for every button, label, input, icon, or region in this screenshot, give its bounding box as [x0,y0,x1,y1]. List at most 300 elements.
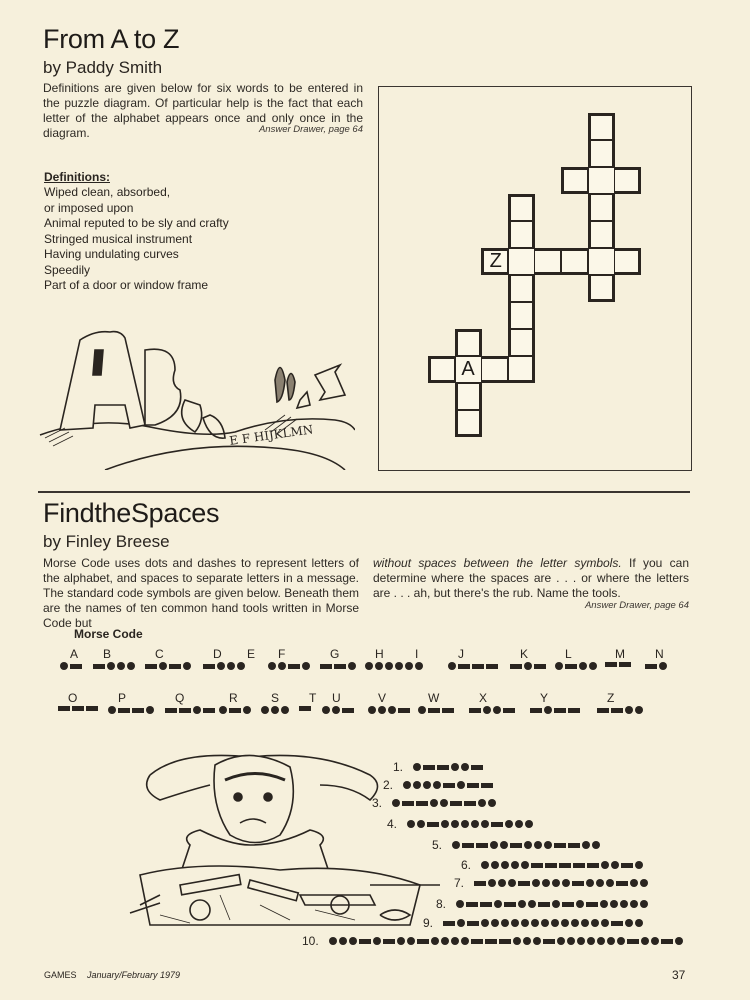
definition-item: Part of a door or window frame [44,278,209,292]
dash-symbol [450,801,462,806]
dot-symbol [597,937,605,945]
dot-symbol [127,662,135,670]
crossword-cell[interactable] [534,248,561,275]
crossword-cell[interactable] [508,356,535,383]
dot-symbol [635,919,643,927]
dot-symbol [117,662,125,670]
dot-symbol [610,900,618,908]
intro-italic: without spaces between the letter symbols. [373,556,622,570]
morse-code-p [108,706,154,714]
dot-symbol [567,937,575,945]
dot-symbol [511,919,519,927]
dash-symbol [611,708,623,713]
dot-symbol [193,706,201,714]
dot-symbol [60,662,68,670]
morse-letter-q: Q [175,691,185,705]
crossword-cell[interactable] [588,113,615,140]
dot-symbol [533,937,541,945]
morse-letter-j: J [458,647,464,661]
dash-symbol [645,664,657,669]
dot-symbol [451,937,459,945]
dash-symbol [462,843,474,848]
crossword-cell[interactable] [588,140,615,167]
dash-symbol [597,708,609,713]
crossword-cell[interactable] [614,167,641,194]
dot-symbol [581,919,589,927]
dot-symbol [457,919,465,927]
morse-letter-h: H [375,647,384,661]
dot-symbol [641,937,649,945]
dot-symbol [544,841,552,849]
dot-symbol [501,861,509,869]
dot-symbol [587,937,595,945]
morse-code-x [469,706,515,714]
morse-code-m [605,662,631,667]
crossword-cell[interactable] [588,167,615,194]
dash-symbol [485,939,497,944]
crossword-cell[interactable] [614,248,641,275]
definition-item: Having undulating curves [44,247,179,261]
dot-symbol [607,937,615,945]
morse-letter-s: S [271,691,280,705]
definitions-list [44,185,229,294]
dash-symbol [428,708,440,713]
dot-symbol [544,706,552,714]
tool-morse-code [481,861,643,869]
dot-symbol [525,820,533,828]
dot-symbol [501,919,509,927]
crossword-cell[interactable] [455,329,482,356]
dot-symbol [531,919,539,927]
crossword-cell[interactable] [481,356,508,383]
morse-code-n [645,662,667,670]
dot-symbol [481,820,489,828]
morse-heading: Morse Code [74,627,143,641]
tool-morse-code [456,900,648,908]
dot-symbol [577,937,585,945]
dot-symbol [582,841,590,849]
dash-symbol [559,863,571,868]
dot-symbol [601,919,609,927]
dash-symbol [543,939,555,944]
dot-symbol [388,706,396,714]
dash-symbol [458,664,470,669]
dash-symbol [464,801,476,806]
dot-symbol [481,861,489,869]
dot-symbol [576,900,584,908]
dot-symbol [562,879,570,887]
dot-symbol [521,861,529,869]
dash-symbol [627,939,639,944]
puzzle2-title: FindtheSpaces [43,498,220,528]
dot-symbol [261,706,269,714]
morse-letter-v: V [378,691,387,705]
dash-symbol [503,708,515,713]
puzzle2-intro-col2 [373,556,689,601]
dot-symbol [611,861,619,869]
dot-symbol [491,919,499,927]
puzzle1-credit: Answer Drawer, page 64 [258,124,363,135]
dash-symbol [466,902,478,907]
morse-letter-f: F [278,647,286,661]
dash-symbol [229,708,241,713]
tool-number: 8. [436,897,447,911]
dot-symbol [675,937,683,945]
dot-symbol [271,706,279,714]
dot-symbol [219,706,227,714]
morse-letter-g: G [330,647,340,661]
dot-symbol [491,861,499,869]
dot-symbol [493,706,501,714]
dot-symbol [302,662,310,670]
dot-symbol [555,662,563,670]
crossword-cell[interactable] [508,275,535,302]
dot-symbol [183,662,191,670]
dot-symbol [483,706,491,714]
dot-symbol [368,706,376,714]
tool-number: 9. [423,916,434,930]
morse-code-b [93,662,135,670]
dot-symbol [571,919,579,927]
dot-symbol [523,937,531,945]
dot-symbol [521,919,529,927]
puzzle1-title: From A to Z [43,24,180,54]
tool-puzzle-item [423,916,643,930]
morse-code-j [448,662,498,670]
dot-symbol [451,763,459,771]
puzzle2-intro-col1: Morse Code uses dots and dashes to represent letters of the alphabet, and spaces to separate letters in a message. The standard code symbols are given below. Beneath them are the names of ten common hand tools written in Morse Code but [43,556,359,630]
dot-symbol [511,861,519,869]
dot-symbol [596,879,604,887]
tool-morse-code [452,841,600,849]
dash-symbol [510,843,522,848]
dot-symbol [278,662,286,670]
dot-symbol [606,879,614,887]
dash-symbol [491,822,503,827]
dot-symbol [418,706,426,714]
dot-symbol [601,861,609,869]
morse-letter-n: N [655,647,664,661]
dot-symbol [494,900,502,908]
tool-number: 4. [387,817,398,831]
dot-symbol [415,662,423,670]
morse-letter-e: E [247,647,256,661]
dash-symbol [472,664,484,669]
tool-puzzle-item [436,897,648,911]
morse-letter-p: P [118,691,127,705]
dot-symbol [457,781,465,789]
morse-alphabet-row-2 [0,691,750,721]
dot-symbol [281,706,289,714]
dash-symbol [531,863,543,868]
dot-symbol [542,879,550,887]
dash-symbol [288,664,300,669]
dot-symbol [500,841,508,849]
crossword-cell[interactable] [508,248,535,275]
dot-symbol [515,820,523,828]
dot-symbol [513,937,521,945]
dash-symbol [587,863,599,868]
crossword-cell[interactable] [455,410,482,437]
puzzle1-byline: by Paddy Smith [43,58,163,77]
dot-symbol [592,841,600,849]
dash-symbol [398,708,410,713]
dot-symbol [557,937,565,945]
dot-symbol [243,706,251,714]
dot-symbol [528,900,536,908]
morse-code-t [299,706,311,711]
dash-symbol [58,706,70,711]
morse-code-g [320,662,356,670]
dash-symbol [616,881,628,886]
dot-symbol [488,879,496,887]
dash-symbol [586,902,598,907]
dot-symbol [534,841,542,849]
dot-symbol [586,879,594,887]
dot-symbol [108,706,116,714]
dot-symbol [448,662,456,670]
crossword-cell[interactable] [588,248,615,275]
morse-code-l [555,662,597,670]
morse-code-v [368,706,410,714]
dash-symbol [568,843,580,848]
morse-code-c [145,662,191,670]
dash-symbol [554,708,566,713]
morse-letter-k: K [520,647,529,661]
dot-symbol [551,919,559,927]
dot-symbol [146,706,154,714]
morse-letter-x: X [479,691,488,705]
dot-symbol [541,919,549,927]
crossword-grid [428,113,668,443]
puzzle2-byline: by Finley Breese [43,532,170,551]
puzzle2-credit: Answer Drawer, page 64 [584,600,689,611]
dot-symbol [640,879,648,887]
morse-code-h [365,662,403,670]
crossword-cell[interactable] [588,194,615,221]
morse-letter-d: D [213,647,222,661]
dot-symbol [640,900,648,908]
morse-code-k [510,662,546,670]
dash-symbol [169,664,181,669]
dot-symbol [651,937,659,945]
dot-symbol [159,662,167,670]
dash-symbol [471,765,483,770]
dot-symbol [107,662,115,670]
dot-symbol [375,662,383,670]
dot-symbol [452,841,460,849]
dash-symbol [572,881,584,886]
dash-symbol [499,939,511,944]
dot-symbol [268,662,276,670]
tool-puzzle-item [461,858,643,872]
dot-symbol [217,662,225,670]
dot-symbol [518,900,526,908]
crossword-cell[interactable] [508,221,535,248]
definitions-heading: Definitions: [44,170,110,184]
tool-morse-code [474,879,648,887]
crossword-cell[interactable] [588,221,615,248]
dot-symbol [365,662,373,670]
crossword-cell-z[interactable]: Z [481,248,508,275]
svg-text:E F HIJKLMN: E F HIJKLMN [228,422,315,448]
dash-symbol [504,902,516,907]
dot-symbol [348,662,356,670]
tool-number: 1. [393,760,404,774]
dot-symbol [591,919,599,927]
dash-symbol [474,881,486,886]
dot-symbol [471,820,479,828]
crossword-cell[interactable] [561,248,588,275]
dot-symbol [237,662,245,670]
dot-symbol [451,820,459,828]
morse-letter-i: I [415,647,419,661]
dot-symbol [635,706,643,714]
crossword-cell[interactable] [588,275,615,302]
crossword-cell[interactable] [561,167,588,194]
dash-symbol [145,664,157,669]
dot-symbol [461,820,469,828]
dot-symbol [488,799,496,807]
dash-symbol [565,664,577,669]
tool-number: 2. [383,778,394,792]
dot-symbol [456,900,464,908]
dot-symbol [630,879,638,887]
dash-symbol [471,939,483,944]
morse-code-y [530,706,580,714]
dot-symbol [620,900,628,908]
crossword-cell[interactable] [455,383,482,410]
dot-symbol [579,662,587,670]
definition-item: Speedily [44,262,91,277]
frustrated-man-illustration [120,745,450,940]
morse-letter-m: M [615,647,625,661]
dot-symbol [625,706,633,714]
dash-symbol [568,708,580,713]
dash-symbol [467,921,479,926]
morse-code-s [261,706,289,714]
dash-symbol [86,706,98,711]
morse-code-i [405,662,423,670]
morse-code-o [58,706,98,711]
morse-code-d [203,662,235,670]
dot-symbol [617,937,625,945]
dot-symbol [524,662,532,670]
page-number: 37 [672,968,686,982]
morse-code-e [237,662,245,670]
alphabet-hills-illustration [35,320,355,470]
tool-number: 6. [461,858,472,872]
dash-symbol [165,708,177,713]
dot-symbol [630,900,638,908]
tool-number: 3. [372,796,383,810]
dot-symbol [461,763,469,771]
dash-symbol [619,662,631,667]
crossword-cell[interactable] [508,302,535,329]
dot-symbol [552,900,560,908]
crossword-cell-a[interactable]: A [455,356,482,383]
morse-code-u [322,706,354,714]
tool-morse-code [443,919,643,927]
footer-magazine: GAMES [44,970,77,980]
morse-code-f [268,662,310,670]
dot-symbol [378,706,386,714]
morse-code-w [418,706,454,714]
dash-symbol [442,708,454,713]
dot-symbol [524,841,532,849]
dot-symbol [481,919,489,927]
morse-letter-l: L [565,647,572,661]
dash-symbol [481,783,493,788]
definition-item: Wiped clean, absorbed, or imposed upon [44,185,171,215]
tool-puzzle-item [454,876,648,890]
morse-letter-b: B [103,647,112,661]
dot-symbol [659,662,667,670]
morse-letter-z: Z [607,691,615,705]
dash-symbol [320,664,332,669]
dot-symbol [561,919,569,927]
dot-symbol [490,841,498,849]
dot-symbol [625,919,633,927]
dot-symbol [532,879,540,887]
morse-letter-a: A [70,647,79,661]
dot-symbol [600,900,608,908]
dash-symbol [299,706,311,711]
dash-symbol [573,863,585,868]
dot-symbol [461,937,469,945]
morse-alphabet-row-1 [0,647,750,677]
dash-symbol [203,664,215,669]
tool-puzzle-item [432,838,600,852]
dash-symbol [562,902,574,907]
dot-symbol [332,706,340,714]
tool-number: 10. [302,934,319,948]
definition-item: Stringed musical instrument [44,231,193,246]
morse-letter-o: O [68,691,78,705]
crossword-cell[interactable] [508,194,535,221]
dash-symbol [661,939,673,944]
dot-symbol [395,662,403,670]
dash-symbol [545,863,557,868]
dot-symbol [505,820,513,828]
dash-symbol [72,706,84,711]
morse-letter-r: R [229,691,238,705]
dash-symbol [203,708,215,713]
crossword-cell[interactable] [508,329,535,356]
dash-symbol [93,664,105,669]
morse-code-q [165,706,215,714]
dot-symbol [385,662,393,670]
dot-symbol [498,879,506,887]
dash-symbol [605,662,617,667]
dot-symbol [635,861,643,869]
dot-symbol [405,662,413,670]
dot-symbol [322,706,330,714]
dash-symbol [510,664,522,669]
morse-code-z [597,706,643,714]
dash-symbol [467,783,479,788]
tool-number: 5. [432,838,443,852]
dash-symbol [530,708,542,713]
dash-symbol [179,708,191,713]
dash-symbol [132,708,144,713]
section-divider [38,491,690,493]
morse-letter-t: T [309,691,317,705]
dash-symbol [469,708,481,713]
dash-symbol [534,664,546,669]
dash-symbol [611,921,623,926]
crossword-cell[interactable] [428,356,455,383]
